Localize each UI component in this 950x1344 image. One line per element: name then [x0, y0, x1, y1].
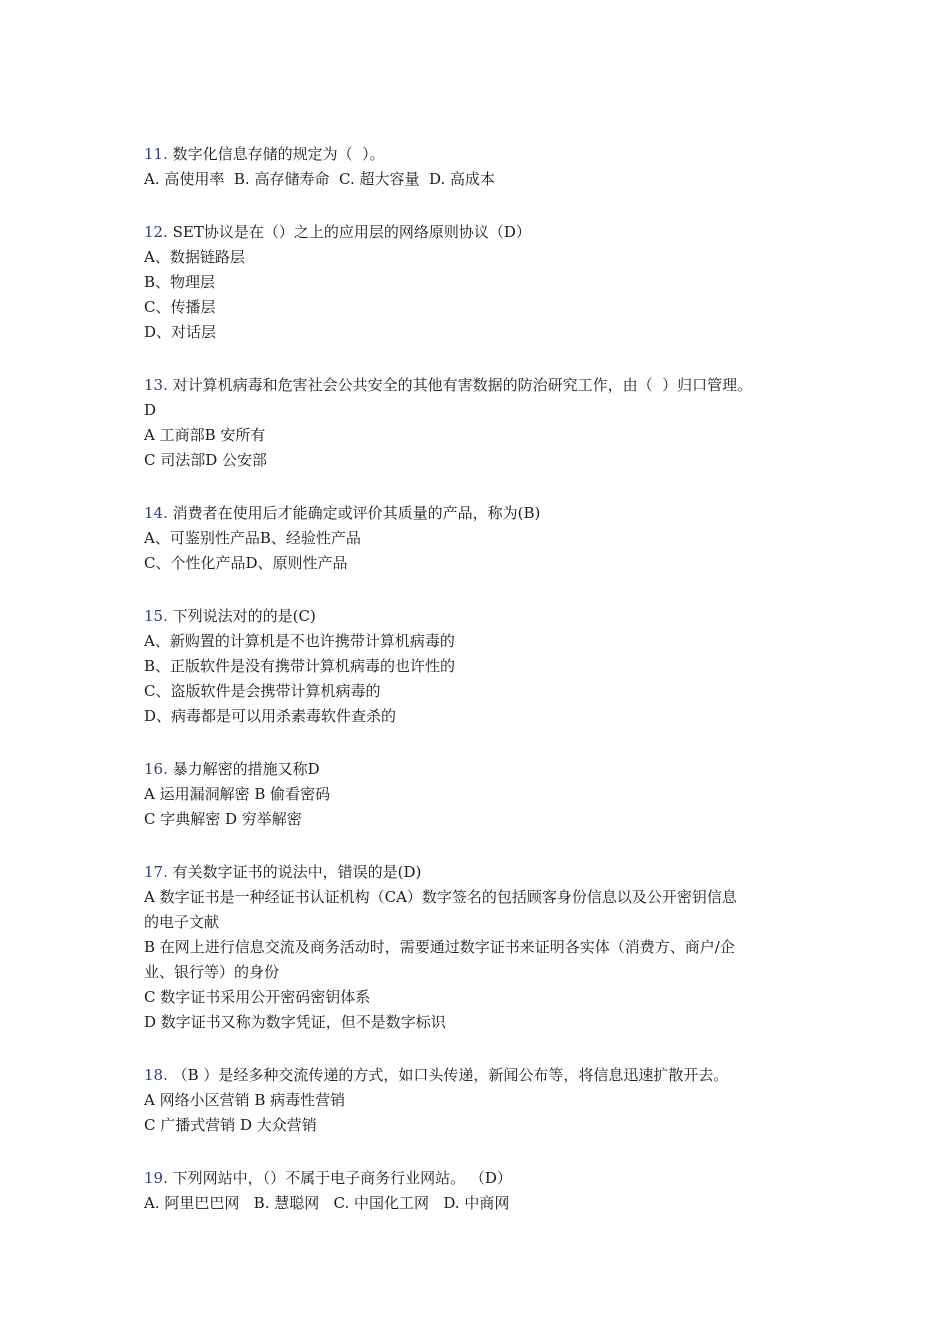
question-11 [144, 142, 834, 192]
option-line: C、个性化产品D、原则性产品 [144, 554, 348, 572]
question-19 [144, 1166, 834, 1216]
option-line: A 数字证书是一种经证书认证机构（CA）数字签名的包括顾客身份信息以及公开密钥信息 [144, 888, 737, 906]
option-line: A 工商部B 安所有 [144, 426, 266, 444]
question-text: 下列说法对的的是(C) [167, 607, 316, 625]
option-line: C、盗版软件是会携带计算机病毒的 [144, 682, 381, 700]
question-number: 17. [144, 863, 168, 881]
option-line: A 运用漏洞解密 B 偷看密码 [144, 785, 331, 803]
option-line: 业、银行等）的身份 [144, 963, 280, 981]
question-stem [144, 142, 834, 167]
question-number: 11. [144, 145, 168, 163]
option-line: A 网络小区营销 B 病毒性营销 [144, 1091, 346, 1109]
question-14 [144, 501, 834, 576]
question-text: （B ）是经多种交流传递的方式，如口头传递，新闻公布等，将信息迅速扩散开去。 [167, 1066, 729, 1084]
option-line: D、对话层 [144, 323, 217, 341]
option-line: C、传播层 [144, 298, 216, 316]
option-line: B 在网上进行信息交流及商务活动时，需要通过数字证书来证明各实体（消费方、商户/企 [144, 938, 735, 956]
question-stem [144, 1166, 834, 1191]
question-15 [144, 604, 834, 729]
question-stem [144, 220, 834, 245]
question-text: 下列网站中，（）不属于电子商务行业网站。 （D） [167, 1169, 512, 1187]
question-17 [144, 860, 834, 1035]
option-line: A、数据链路层 [144, 248, 245, 266]
question-number: 12. [144, 223, 168, 241]
question-stem [144, 1063, 834, 1088]
question-stem [144, 501, 834, 526]
option-line: C 司法部D 公安部 [144, 451, 268, 469]
question-18 [144, 1063, 834, 1138]
question-text: SET协议是在（）之上的应用层的网络原则协议（D） [167, 223, 531, 241]
question-13 [144, 373, 834, 473]
question-number: 15. [144, 607, 168, 625]
option-line: D [144, 401, 157, 419]
question-stem [144, 860, 834, 885]
option-line: D 数字证书又称为数字凭证，但不是数字标识 [144, 1013, 446, 1031]
question-number: 14. [144, 504, 168, 522]
option-line: 的电子文献 [144, 913, 220, 931]
option-line: B、正版软件是没有携带计算机病毒的也许性的 [144, 657, 456, 675]
question-number: 18. [144, 1066, 168, 1084]
option-line: C 广播式营销 D 大众营销 [144, 1116, 317, 1134]
option-line: B、物理层 [144, 273, 216, 291]
question-12 [144, 220, 834, 345]
option-line: A. 高使用率 B. 高存储寿命 C. 超大容量 D. 高成本 [144, 170, 496, 188]
question-text: 暴力解密的措施又称D [167, 760, 320, 778]
question-text: 对计算机病毒和危害社会公共安全的其他有害数据的防治研究工作，由（ ）归口管理。 [167, 376, 753, 394]
option-line: C 字典解密 D 穷举解密 [144, 810, 302, 828]
question-stem [144, 604, 834, 629]
option-line: A、新购置的计算机是不也许携带计算机病毒的 [144, 632, 455, 650]
question-number: 13. [144, 376, 168, 394]
option-line: D、病毒都是可以用杀素毒软件查杀的 [144, 707, 397, 725]
question-16 [144, 757, 834, 832]
question-number: 19. [144, 1169, 168, 1187]
question-text: 有关数字证书的说法中，错误的是(D) [167, 863, 422, 881]
option-line: A. 阿里巴巴网 B. 慧聪网 C. 中国化工网 D. 中商网 [144, 1194, 510, 1212]
question-text: 消费者在使用后才能确定或评价其质量的产品，称为(B) [167, 504, 541, 522]
option-line: A、可鉴别性产品B、经验性产品 [144, 529, 361, 547]
question-number: 16. [144, 760, 168, 778]
question-text: 数字化信息存储的规定为（ ）。 [167, 145, 385, 163]
question-stem [144, 757, 834, 782]
option-line: C 数字证书采用公开密码密钥体系 [144, 988, 371, 1006]
question-stem [144, 373, 834, 398]
